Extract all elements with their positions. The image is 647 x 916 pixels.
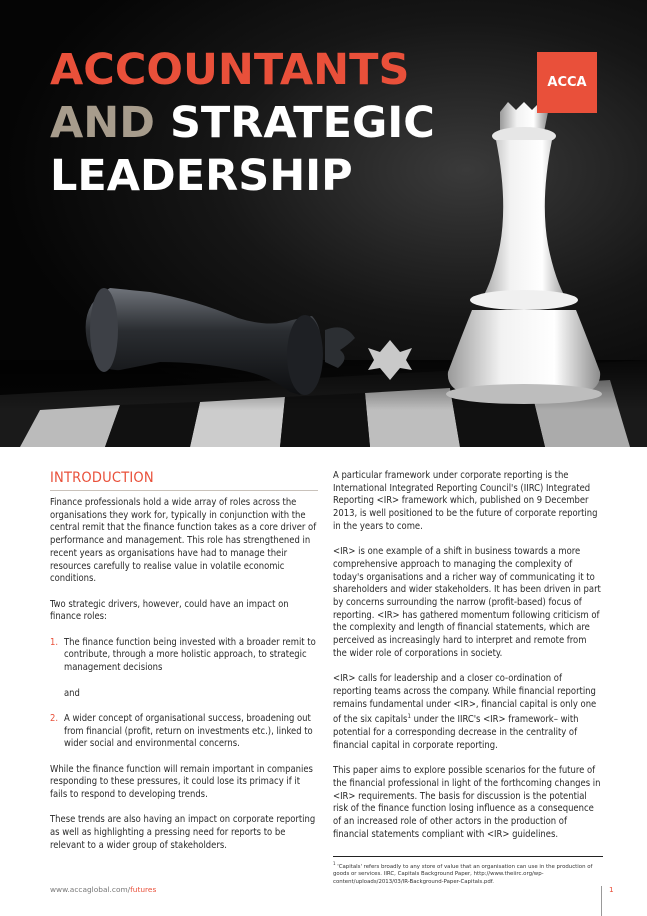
right-paragraph-2: <IR> is one example of a shift in business towards a more comprehensive approach to managing the complexity of today's organisations and a richer way of communicating it to shareholders and wider stakeholders. It has been driven in part by concerns surrounding the narrow (profit-based) focus of reporting. <IR> has gathered momentum following criticism of the complexity and length of financial statements, which are perceived as increasingly hard to interpret and remote from the wider role of corporations in society. xyxy=(333,546,601,659)
right-column xyxy=(333,470,601,854)
hero-image xyxy=(0,0,647,447)
intro-paragraph-1: Finance professionals hold a wide array of roles across the organisations they work for, typically in conjunction with the central remit that the finance function takes as a core driver of performance and management. This role has strengthened in recent years as organisations have had to manage their resources carefully to realise value in volatile economic conditions. xyxy=(50,497,317,585)
footnote xyxy=(333,856,603,887)
title-line-3: LEADERSHIP xyxy=(50,151,353,201)
page-title xyxy=(50,44,435,203)
white-king-piece xyxy=(446,102,602,404)
list-number: 1. xyxy=(50,636,59,648)
acca-logo: ACCA xyxy=(537,52,597,113)
list-item xyxy=(50,713,318,751)
footer-url-prefix: www.accaglobal.com/ xyxy=(50,885,131,894)
page-number: 1 xyxy=(609,885,614,894)
footnote-reference: 1 xyxy=(407,713,411,721)
introduction-heading: INTRODUCTION xyxy=(50,470,318,491)
right-paragraph-3 xyxy=(333,673,601,752)
title-line-1: ACCOUNTANTS xyxy=(50,45,410,95)
intro-paragraph-2: Two strategic drivers, however, could have an impact on finance roles: xyxy=(50,598,289,623)
right-paragraph-4: This paper aims to explore possible scenarios for the future of the financial professional in light of the forthcoming changes in <IR> requirements. The basis for discussion is the potential risk of the finance function losing influence as a consequence of an increased role of other actors in the production of financial statements compliant with <IR> guidelines. xyxy=(333,765,601,840)
list-connector: and xyxy=(64,687,80,699)
footer-url-link[interactable] xyxy=(50,885,156,894)
intro-paragraph-3: While the finance function will remain important in companies responding to these pressures, it could lose its primacy if it fails to respond to developing trends. xyxy=(50,763,313,801)
footer-divider xyxy=(601,886,602,916)
right-paragraph-1: A particular framework under corporate reporting is the International Integrated Reporting Council's (IIRC) Integrated Reporting <IR> framework which, published on 9 December 2013, is well positioned to be the future of corporate reporting in the years to come. xyxy=(333,470,598,532)
footnote-marker: 1 xyxy=(333,861,336,866)
right-paragraph-3a: <IR> calls for leadership and a closer co-ordination of reporting teams across the company. While financial reporting remains fundamental under <IR>, financial capital is only one of the six capitals xyxy=(333,673,597,726)
footer-url-accent: futures xyxy=(130,885,157,894)
title-line-2-strategic: STRATEGIC xyxy=(169,98,435,148)
list-item xyxy=(50,637,318,675)
list-text: The finance function being invested with a broader remit to contribute, through a more holistic approach, to strategic management decisions xyxy=(64,636,316,674)
footnote-text: 'Capitals' refers broadly to any store of value that an organisation can use in the production of goods or services. IIRC, Capitals Background Paper, http://www.theiirc.org/wp-content/uploads/2013/03/IR-Background-Paper-Capitals.pdf. xyxy=(333,863,593,885)
left-column xyxy=(50,470,318,865)
list-number: 2. xyxy=(50,712,59,724)
intro-paragraph-4: These trends are also having an impact on corporate reporting as well as highlighting a pressing need for reports to be relevant to a wider group of stakeholders. xyxy=(50,814,316,851)
right-paragraph-3b: under the IIRC's <IR> framework– with potential for a corresponding decrease in the centrality of financial capital in corporate reporting. xyxy=(333,714,579,751)
title-line-2-and: AND xyxy=(50,98,155,148)
list-text: A wider concept of organisational success, broadening out from financial (profit, return on investments etc.), linked to wider social and environmental concerns. xyxy=(64,712,313,750)
